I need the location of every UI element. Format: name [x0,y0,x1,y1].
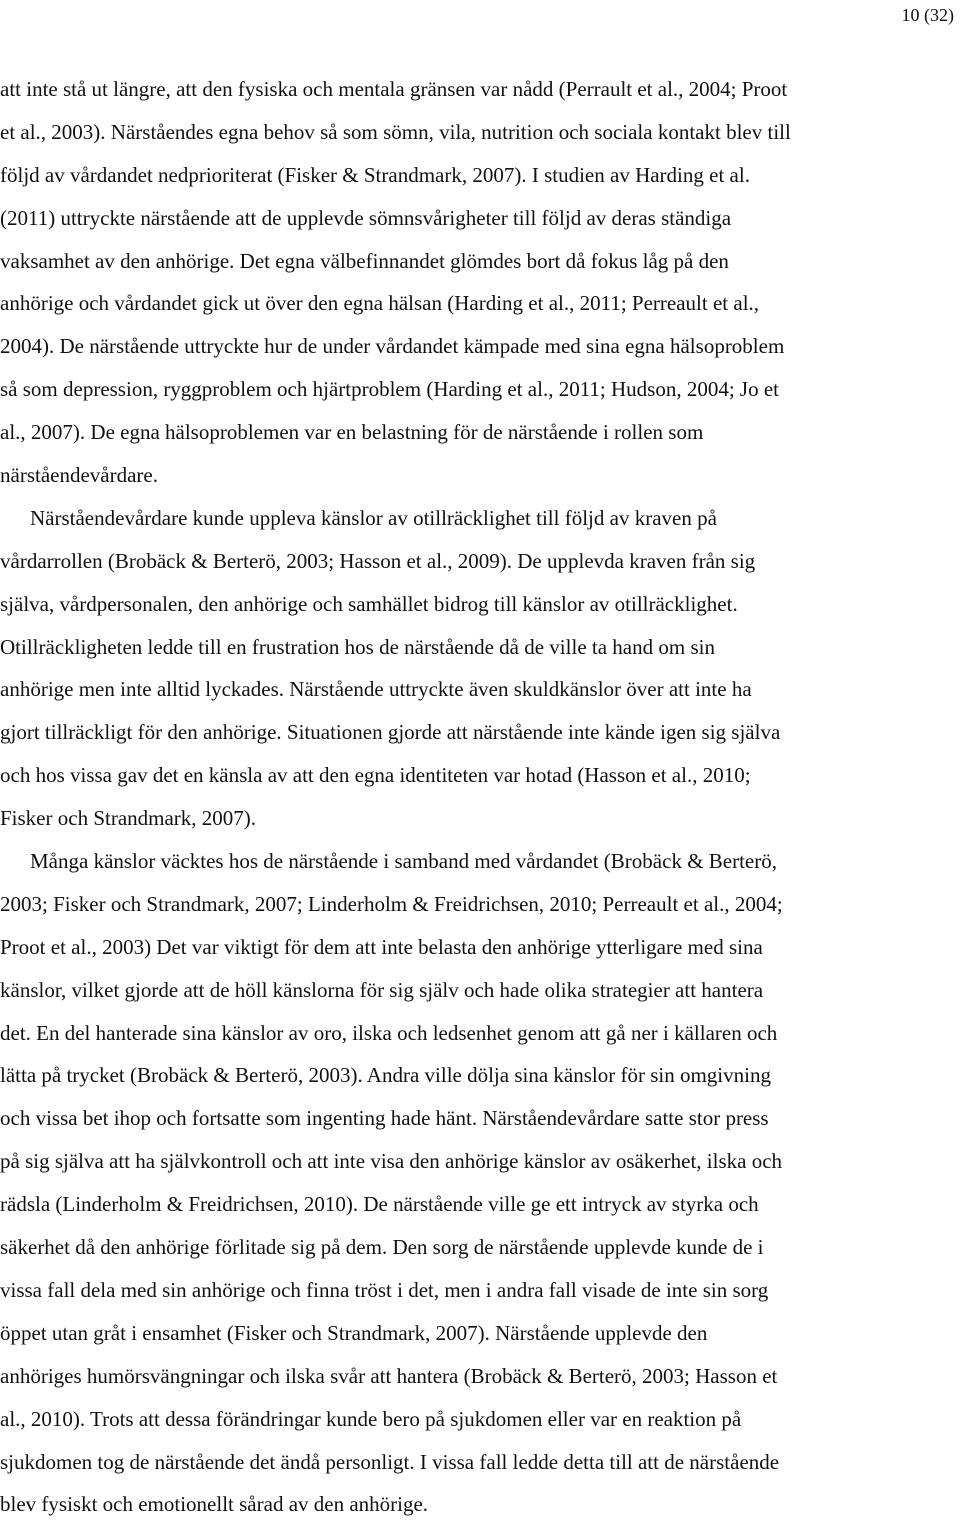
text-line: närståendevårdare. [0,463,158,488]
text-line: lätta på trycket (Brobäck & Berterö, 2003). Andra ville dölja sina känslor för sin omgivning [0,1063,771,1088]
text-line: 2003; Fisker och Strandmark, 2007; Linderholm & Freidrichsen, 2010; Perreault et al., 2004; [0,891,783,916]
text-line: följd av vårdandet nedprioriterat (Fisker & Strandmark, 2007). I studien av Harding et al. [0,162,750,187]
text-line: et al., 2003). Närståendes egna behov så som sömn, vila, nutrition och sociala kontakt blev till [0,119,791,144]
paragraph-first-line: Många känslor väcktes hos de närstående i samband med vårdandet (Brobäck & Berterö, [30,849,777,874]
text-line: känslor, vilket gjorde att de höll känslorna för sig själv och hade olika strategier att hantera [0,977,764,1002]
text-line: anhörige men inte alltid lyckades. Närstående uttryckte även skuldkänslor över att inte ha [0,677,752,702]
text-line: anhöriges humörsvängningar och ilska svår att hantera (Brobäck & Berterö, 2003; Hasson et [0,1363,778,1388]
text-line: Fisker och Strandmark, 2007). [0,806,257,831]
text-line: öppet utan gråt i ensamhet (Fisker och Strandmark, 2007). Närstående upplevde den [0,1320,708,1345]
paragraph-first-line: Närståendevårdare kunde uppleva känslor av otillräcklighet till följd av kraven på [30,505,717,530]
text-line: rädsla (Linderholm & Freidrichsen, 2010). De närstående ville ge ett intryck av styrka och [0,1192,759,1217]
text-line: Otillräckligheten ledde till en frustration hos de närstående då de ville ta hand om sin [0,634,715,659]
text-line: vissa fall dela med sin anhörige och finna tröst i det, men i andra fall visade de inte sin sorg [0,1277,769,1302]
text-line: och hos vissa gav det en känsla av att den egna identiteten var hotad (Hasson et al., 2010; [0,763,751,788]
text-line: Proot et al., 2003) Det var viktigt för dem att inte belasta den anhörige ytterligare med sina [0,934,763,959]
text-line: på sig själva att ha självkontroll och att inte visa den anhörige känslor av osäkerhet, ilska och [0,1149,783,1174]
text-line: al., 2007). De egna hälsoproblemen var en belastning för de närstående i rollen som [0,420,704,445]
body-text [0,68,960,1526]
text-line: (2011) uttryckte närstående att de upplevde sömnsvårigheter till följd av deras ständiga [0,205,732,230]
text-line: vårdarrollen (Brobäck & Berterö, 2003; Hasson et al., 2009). De upplevda kraven från sig [0,548,756,573]
text-line: själva, vårdpersonalen, den anhörige och samhället bidrog till känslor av otillräcklighet. [0,591,738,616]
text-line: al., 2010). Trots att dessa förändringar kunde bero på sjukdomen eller var en reaktion på [0,1406,742,1431]
text-line: gjort tillräckligt för den anhörige. Situationen gjorde att närstående inte kände igen sig själva [0,720,781,745]
text-line: säkerhet då den anhörige förlitade sig på dem. Den sorg de närstående upplevde kunde de i [0,1235,764,1260]
page-number: 10 (32) [901,5,954,25]
text-line: så som depression, ryggproblem och hjärtproblem (Harding et al., 2011; Hudson, 2004; Jo et [0,377,779,402]
text-line: sjukdomen tog de närstående det ändå personligt. I vissa fall ledde detta till att de närstående [0,1449,780,1474]
text-line: anhörige och vårdandet gick ut över den egna hälsan (Harding et al., 2011; Perreault et al., [0,291,760,316]
text-line: det. En del hanterade sina känslor av oro, ilska och ledsenhet genom att gå ner i källaren och [0,1020,778,1045]
text-line: och vissa bet ihop och fortsatte som ingenting hade hänt. Närståendevårdare satte stor press [0,1106,769,1131]
text-line: att inte stå ut längre, att den fysiska och mentala gränsen var nådd (Perrault et al., 2004; Proot [0,77,788,101]
text-line: 2004). De närstående uttryckte hur de under vårdandet kämpade med sina egna hälsoproblem [0,334,785,359]
text-line: blev fysiskt och emotionellt sårad av den anhörige. [0,1492,429,1517]
text-line: vaksamhet av den anhörige. Det egna välbefinnandet glömdes bort då fokus låg på den [0,248,729,273]
